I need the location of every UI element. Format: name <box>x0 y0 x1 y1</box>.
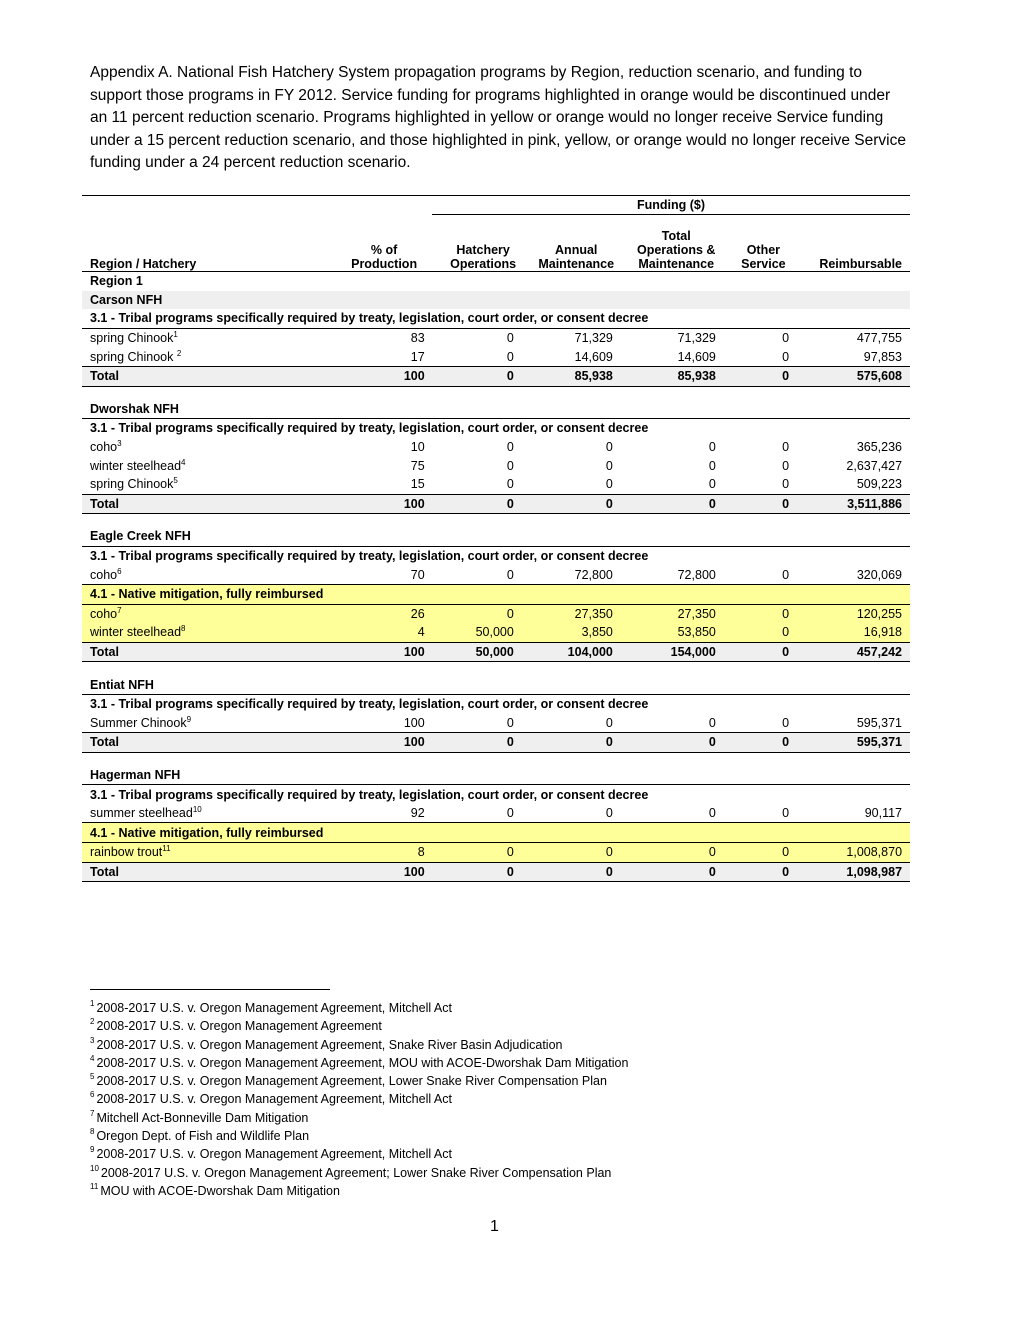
footnote: $^7$ Mitchell Act-Bonneville Dam Mitigation <box>90 1108 309 1125</box>
page-number: 1 <box>490 1218 499 1235</box>
column-headers <box>82 215 910 271</box>
table-row: coho$^6$ 70 0 72,800 72,800 0 320,069 <box>90 566 903 582</box>
col-hatchery-operations: Hatchery Operations <box>450 243 517 271</box>
total-row: Total 100 0 85,938 85,938 0 575,608 <box>82 366 910 387</box>
appendix-caption: Appendix A. National Fish Hatchery System propagation programs by Region, reduction scenario, and funding to support those programs in FY 2012. Service funding for programs highlighted in orange would be discontinued under an 11 percent reduction scenario. Programs highlighted in yellow or orange would no longer receive Service funding under a 15 percent reduction scenario, and those highlighted in pink, yellow, or orange would no longer receive Service funding under a 24 percent reduction scenario. <box>90 64 906 171</box>
footnote: $^9$ 2008-2017 U.S. v. Oregon Management Agreement, Mitchell Act <box>90 1145 452 1162</box>
footnote: $^5$ 2008-2017 U.S. v. Oregon Management Agreement, Lower Snake River Compensation Plan <box>90 1072 607 1089</box>
category-row: 4.1 - Native mitigation, fully reimbursed <box>82 584 910 604</box>
footnote: $^8$ Oregon Dept. of Fish and Wildlife Plan <box>90 1127 310 1144</box>
category-row: 3.1 - Tribal programs specifically required by treaty, legislation, court order, or consent decree <box>82 546 910 566</box>
col-pct-production: % of Production <box>351 243 418 271</box>
footnote: $^6$ 2008-2017 U.S. v. Oregon Management Agreement, Mitchell Act <box>90 1090 452 1107</box>
total-row: Total 100 0 0 0 0 595,371 <box>82 732 910 753</box>
region-row: Region 1 <box>82 271 910 291</box>
footnote-separator <box>90 989 330 990</box>
footnote: $^{10}$ 2008-2017 U.S. v. Oregon Management Agreement; Lower Snake River Compensation Plan <box>90 1163 612 1180</box>
col-annual-maintenance: Annual Maintenance <box>538 243 615 271</box>
hatchery-table <box>82 195 910 882</box>
table-row: winter steelhead$^8$ 4 50,000 3,850 53,850 0 16,918 <box>82 623 910 642</box>
col-region-hatchery: Region / Hatchery <box>90 257 197 271</box>
total-row: Total 100 0 0 0 0 3,511,886 <box>82 494 910 515</box>
footnote: $^2$ 2008-2017 U.S. v. Oregon Management Agreement <box>90 1017 382 1034</box>
footnote: $^1$ 2008-2017 U.S. v. Oregon Management Agreement, Mitchell Act <box>90 999 452 1015</box>
table-row: Summer Chinook$^9$ 100 0 0 0 0 595,371 <box>90 714 903 730</box>
category-row: 3.1 - Tribal programs specifically required by treaty, legislation, court order, or consent decree <box>90 311 649 326</box>
table-row: winter steelhead$^4$ 75 0 0 0 0 2,637,427 <box>90 457 903 473</box>
footnote: $^{11}$ MOU with ACOE-Dworshak Dam Mitigation <box>90 1181 340 1198</box>
funding-header-label: Funding ($) <box>636 198 706 212</box>
col-reimbursable: Reimbursable <box>819 257 902 271</box>
hatchery-name-row: Carson NFH <box>82 291 910 310</box>
hatchery-name-row: Dworshak NFH <box>90 401 179 416</box>
category-row: 3.1 - Tribal programs specifically required by treaty, legislation, court order, or consent decree <box>82 694 910 714</box>
footnote: $^4$ 2008-2017 U.S. v. Oregon Management Agreement, MOU with ACOE-Dworshak Dam Mitigation <box>90 1053 629 1070</box>
total-row: Total 100 0 0 0 0 1,098,987 <box>82 862 910 883</box>
table-row: spring Chinook $^2$ 17 0 14,609 14,609 0 97,853 <box>90 348 903 364</box>
hatchery-name-row: Entiat NFH <box>90 677 154 692</box>
col-total-om: Total Operations & Maintenance <box>636 229 716 271</box>
table-row: spring Chinook$^5$ 15 0 0 0 0 509,223 <box>90 476 903 492</box>
table-row: coho$^7$ 26 0 27,350 27,350 0 120,255 <box>82 604 910 624</box>
category-row: 3.1 - Tribal programs specifically required by treaty, legislation, court order, or consent decree <box>82 784 910 804</box>
funding-header <box>82 196 910 215</box>
col-other-service: Other Service <box>741 243 786 271</box>
table-row: spring Chinook$^1$ 83 0 71,329 71,329 0 477,755 <box>82 328 910 348</box>
table-row: coho$^3$ 10 0 0 0 0 365,236 <box>90 439 903 455</box>
hatchery-name-row: Eagle Creek NFH <box>90 529 191 544</box>
category-row: 3.1 - Tribal programs specifically required by treaty, legislation, court order, or consent decree <box>82 418 910 438</box>
table-row: summer steelhead$^{10}$ 92 0 0 0 0 90,117 <box>90 805 903 821</box>
total-row: Total 100 50,000 104,000 154,000 0 457,242 <box>82 642 910 663</box>
hatchery-name-row: Hagerman NFH <box>90 767 181 782</box>
footnotes <box>90 999 628 1200</box>
table-row: rainbow trout$^{11}$ 8 0 0 0 0 1,008,870 <box>82 842 910 862</box>
footnote: $^3$ 2008-2017 U.S. v. Oregon Management Agreement, Snake River Basin Adjudication <box>90 1035 563 1052</box>
category-row: 4.1 - Native mitigation, fully reimbursed <box>82 822 910 842</box>
